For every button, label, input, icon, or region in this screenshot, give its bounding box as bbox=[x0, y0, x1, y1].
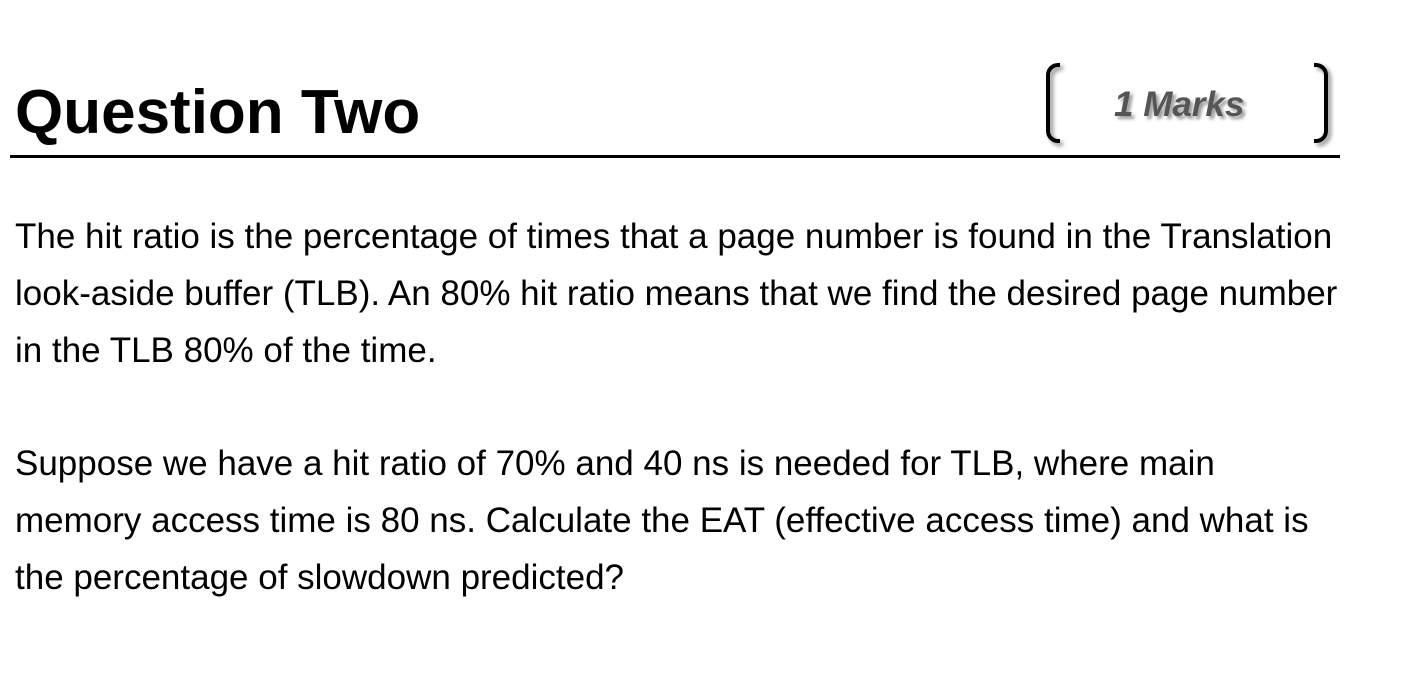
question-title: Question Two bbox=[15, 78, 421, 147]
question-paragraph-2: Suppose we have a hit ratio of 70% and 40 ns is needed for TLB, where main memory access time is 80 ns. Calculate the EAT (effective access time) and what is the percentage of slowdown predicted? bbox=[15, 444, 1309, 597]
left-bracket-icon bbox=[1046, 63, 1060, 143]
question-paragraph-1: The hit ratio is the percentage of times that a page number is found in the Translation look-aside buffer (TLB). An 80% hit ratio means that we find the desired page number in the TLB 80% of the time. bbox=[15, 217, 1338, 370]
question-header bbox=[10, 55, 1340, 158]
marks-badge bbox=[1044, 63, 1328, 143]
right-bracket-icon bbox=[1314, 63, 1328, 143]
marks-label: 1 Marks bbox=[1114, 85, 1245, 124]
